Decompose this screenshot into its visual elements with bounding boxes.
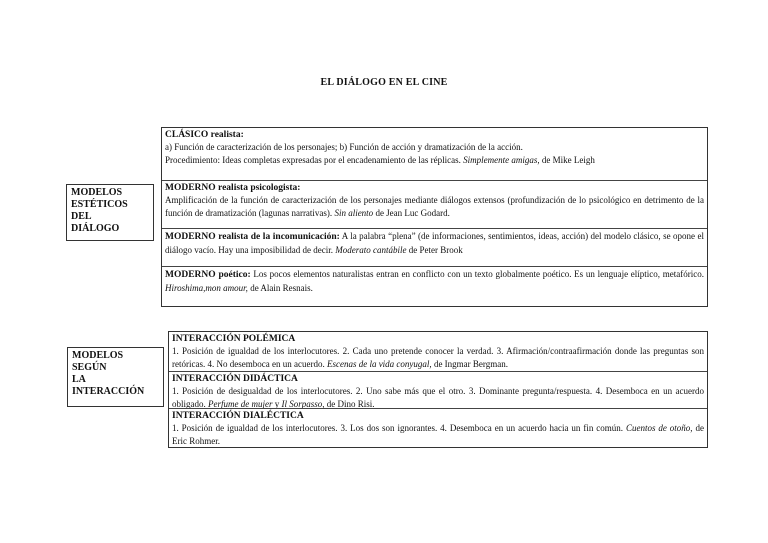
- section1-label-line: ESTÉTICOS: [71, 199, 128, 210]
- moderno-psico-post: de Jean Luc Godard.: [373, 207, 450, 218]
- polemica-text: 1. Posición de igualdad de los interlocutores. 2. Cada uno pretende conocer la verdad. 3. Afirmación/contraafirmación donde las preguntas son retóricas. 4. No desemboca en un acuerdo.: [172, 346, 704, 369]
- clasico-film: Simplemente amigas,: [463, 154, 540, 165]
- section2-label-line: SEGÚN: [72, 362, 107, 373]
- dialectica-text: 1. Posición de igualdad de los interlocutores. 3. Los dos son ignorantes. 4. Desemboca en un acuerdo hacia un fin común.: [172, 423, 626, 433]
- polemica-film: Escenas de la vida conyugal,: [326, 358, 432, 369]
- moderno-incom-text: A la palabra “plena” (de informaciones, sentimientos, ideas, acción) del modelo clásico, se opone el diálogo vacío. Hay una imposibilidad de decir.: [165, 231, 705, 255]
- didactica-post: de Dino Risi.: [324, 398, 375, 409]
- clasico-line2-text: Procedimiento: Ideas completas expresadas por el encadenamiento de las réplicas.: [165, 154, 464, 165]
- didactica-text: 1. Posición de desigualdad de los interlocutores. 2. Uno sabe más que el otro. 3. Dominante pregunta/respuesta. 4. Desemboca en un acuerdo obligado.: [172, 386, 704, 409]
- section1-label-line: MODELOS: [71, 187, 123, 198]
- polemica-post: de Ingmar Bergman.: [431, 358, 508, 369]
- moderno-psico-heading: MODERNO realista psicologista:: [165, 183, 301, 193]
- section2-table: [168, 331, 708, 448]
- clasico-heading: CLÁSICO realista:: [165, 130, 244, 140]
- moderno-psico-text: Amplificación de la función de caracterización de los personajes mediante diálogos extensos (profundización de lo psicológico en detrimento de la función de dramatización (lagunas narrativas).: [165, 195, 704, 218]
- moderno-incom-cell: [162, 228, 707, 266]
- section2-label-line: MODELOS: [72, 350, 124, 361]
- moderno-poetico-film: Hiroshima,mon amour,: [165, 282, 248, 293]
- moderno-incom-film: Moderato cantábile: [335, 244, 407, 255]
- clasico-line1: a) Función de caracterización de los personajes; b) Función de acción y dramatización de la acción.: [165, 142, 523, 152]
- didactica-cell: [169, 371, 707, 408]
- dialectica-post: de Eric Rohmer.: [172, 423, 704, 446]
- moderno-psico-cell: [162, 180, 707, 228]
- section2-label-line: INTERACCIÓN: [72, 386, 145, 397]
- moderno-poetico-cell: [162, 266, 707, 306]
- didactica-heading: INTERACCIÓN DIDÁCTICA: [172, 374, 298, 384]
- moderno-psico-film: Sin aliento: [334, 207, 374, 218]
- moderno-poetico-text: Los pocos elementos naturalistas entran en conflicto con un texto globalmente poético. Es un lenguaje elíptico, metafórico.: [250, 269, 704, 279]
- moderno-poetico-heading: MODERNO poético:: [165, 270, 251, 280]
- clasico-cell: [162, 128, 707, 180]
- dialectica-heading: INTERACCIÓN DIALÉCTICA: [172, 411, 304, 421]
- polemica-heading: INTERACCIÓN POLÉMICA: [172, 334, 296, 344]
- clasico-line2-post: de Mike Leigh: [539, 154, 595, 165]
- didactica-film2: Il Sorpasso,: [281, 398, 325, 409]
- dialectica-cell: [169, 408, 707, 447]
- moderno-poetico-post: de Alain Resnais.: [247, 282, 313, 293]
- moderno-incom-post: de Peter Brook: [406, 244, 463, 255]
- moderno-incom-heading: MODERNO realista de la incomunicación:: [165, 232, 340, 242]
- section1-label: [66, 184, 154, 241]
- didactica-film1: Perfume de mujer: [208, 398, 273, 409]
- section1-label-line: DIÁLOGO: [71, 223, 120, 234]
- didactica-mid: y: [272, 398, 282, 409]
- dialectica-film: Cuentos de otoño,: [625, 423, 693, 433]
- section2-label-line: LA: [72, 374, 86, 385]
- page-title: EL DIÁLOGO EN EL CINE: [320, 77, 448, 88]
- section2-label: [67, 347, 164, 407]
- section1-table: [161, 127, 708, 307]
- section1-label-line: DEL: [71, 211, 92, 222]
- polemica-cell: [169, 332, 707, 371]
